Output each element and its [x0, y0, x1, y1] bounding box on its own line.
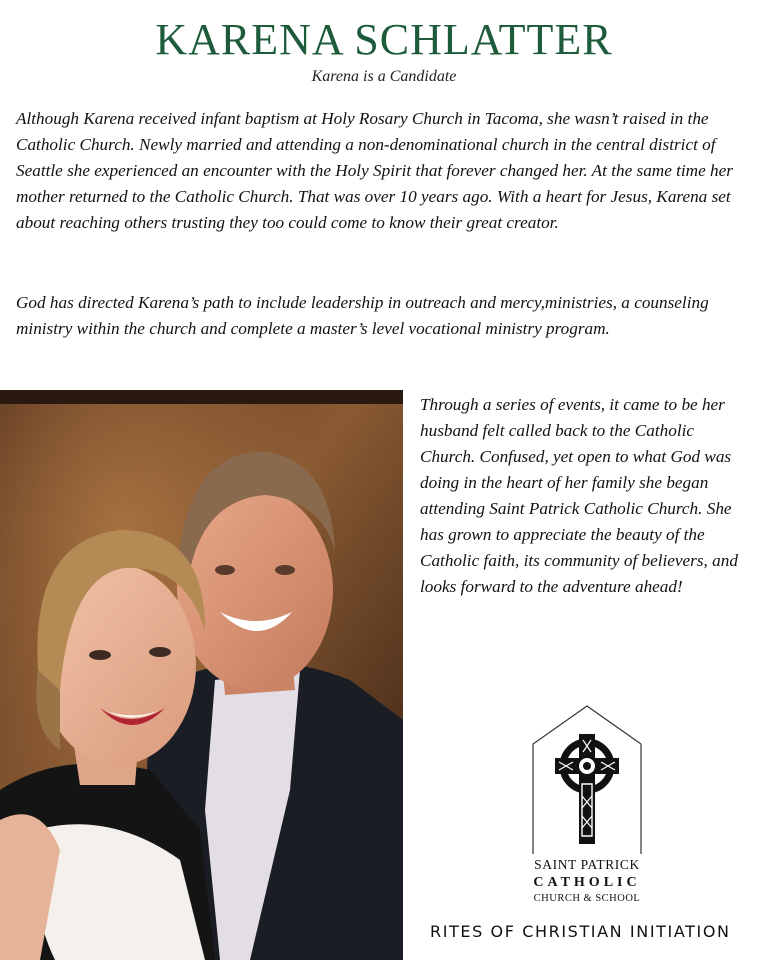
couple-photo	[0, 390, 403, 960]
logo-name-line-1: SAINT PATRICK	[534, 857, 640, 872]
bio-paragraph-1: Although Karena received infant baptism at Holy Rosary Church in Tacoma, she wasn’t raised in the Catholic Church. Newly married and attending a non-denominational church in the central district of Seattle she experienced an encounter with the Holy Spirit that forever changed her. At the same time her mother returned to the Catholic Church. That was over 10 years ago. With a heart for Jesus, Karena set about reaching others trusting they too could come to know their great creator.	[16, 109, 733, 232]
bio-side-paragraph: Through a series of events, it came to be her husband felt called back to the Catholic Church. Confused, yet open to what God was doing in the heart of her family she began attending Saint Patrick Catholic Church. She has grown to appreciate the beauty of the Catholic faith, its community of believers, and looks forward to the adventure ahead!	[420, 395, 738, 596]
candidate-subtitle: Karena is a Candidate	[311, 68, 457, 85]
logo-name-line-3: CHURCH & SCHOOL	[533, 893, 641, 904]
logo-name-line-2: CATHOLIC	[533, 875, 641, 890]
celtic-cross-icon	[529, 704, 645, 854]
bio-paragraph-2: God has directed Karena’s path to include leadership in outreach and mercy,ministries, a counseling ministry within the church and complete a master’s level vocational ministry program.	[16, 293, 709, 338]
page-title: KARENA SCHLATTER	[155, 15, 613, 64]
footer-label: RITES OF CHRISTIAN INITIATION	[430, 922, 731, 941]
saint-patrick-logo	[522, 704, 652, 904]
